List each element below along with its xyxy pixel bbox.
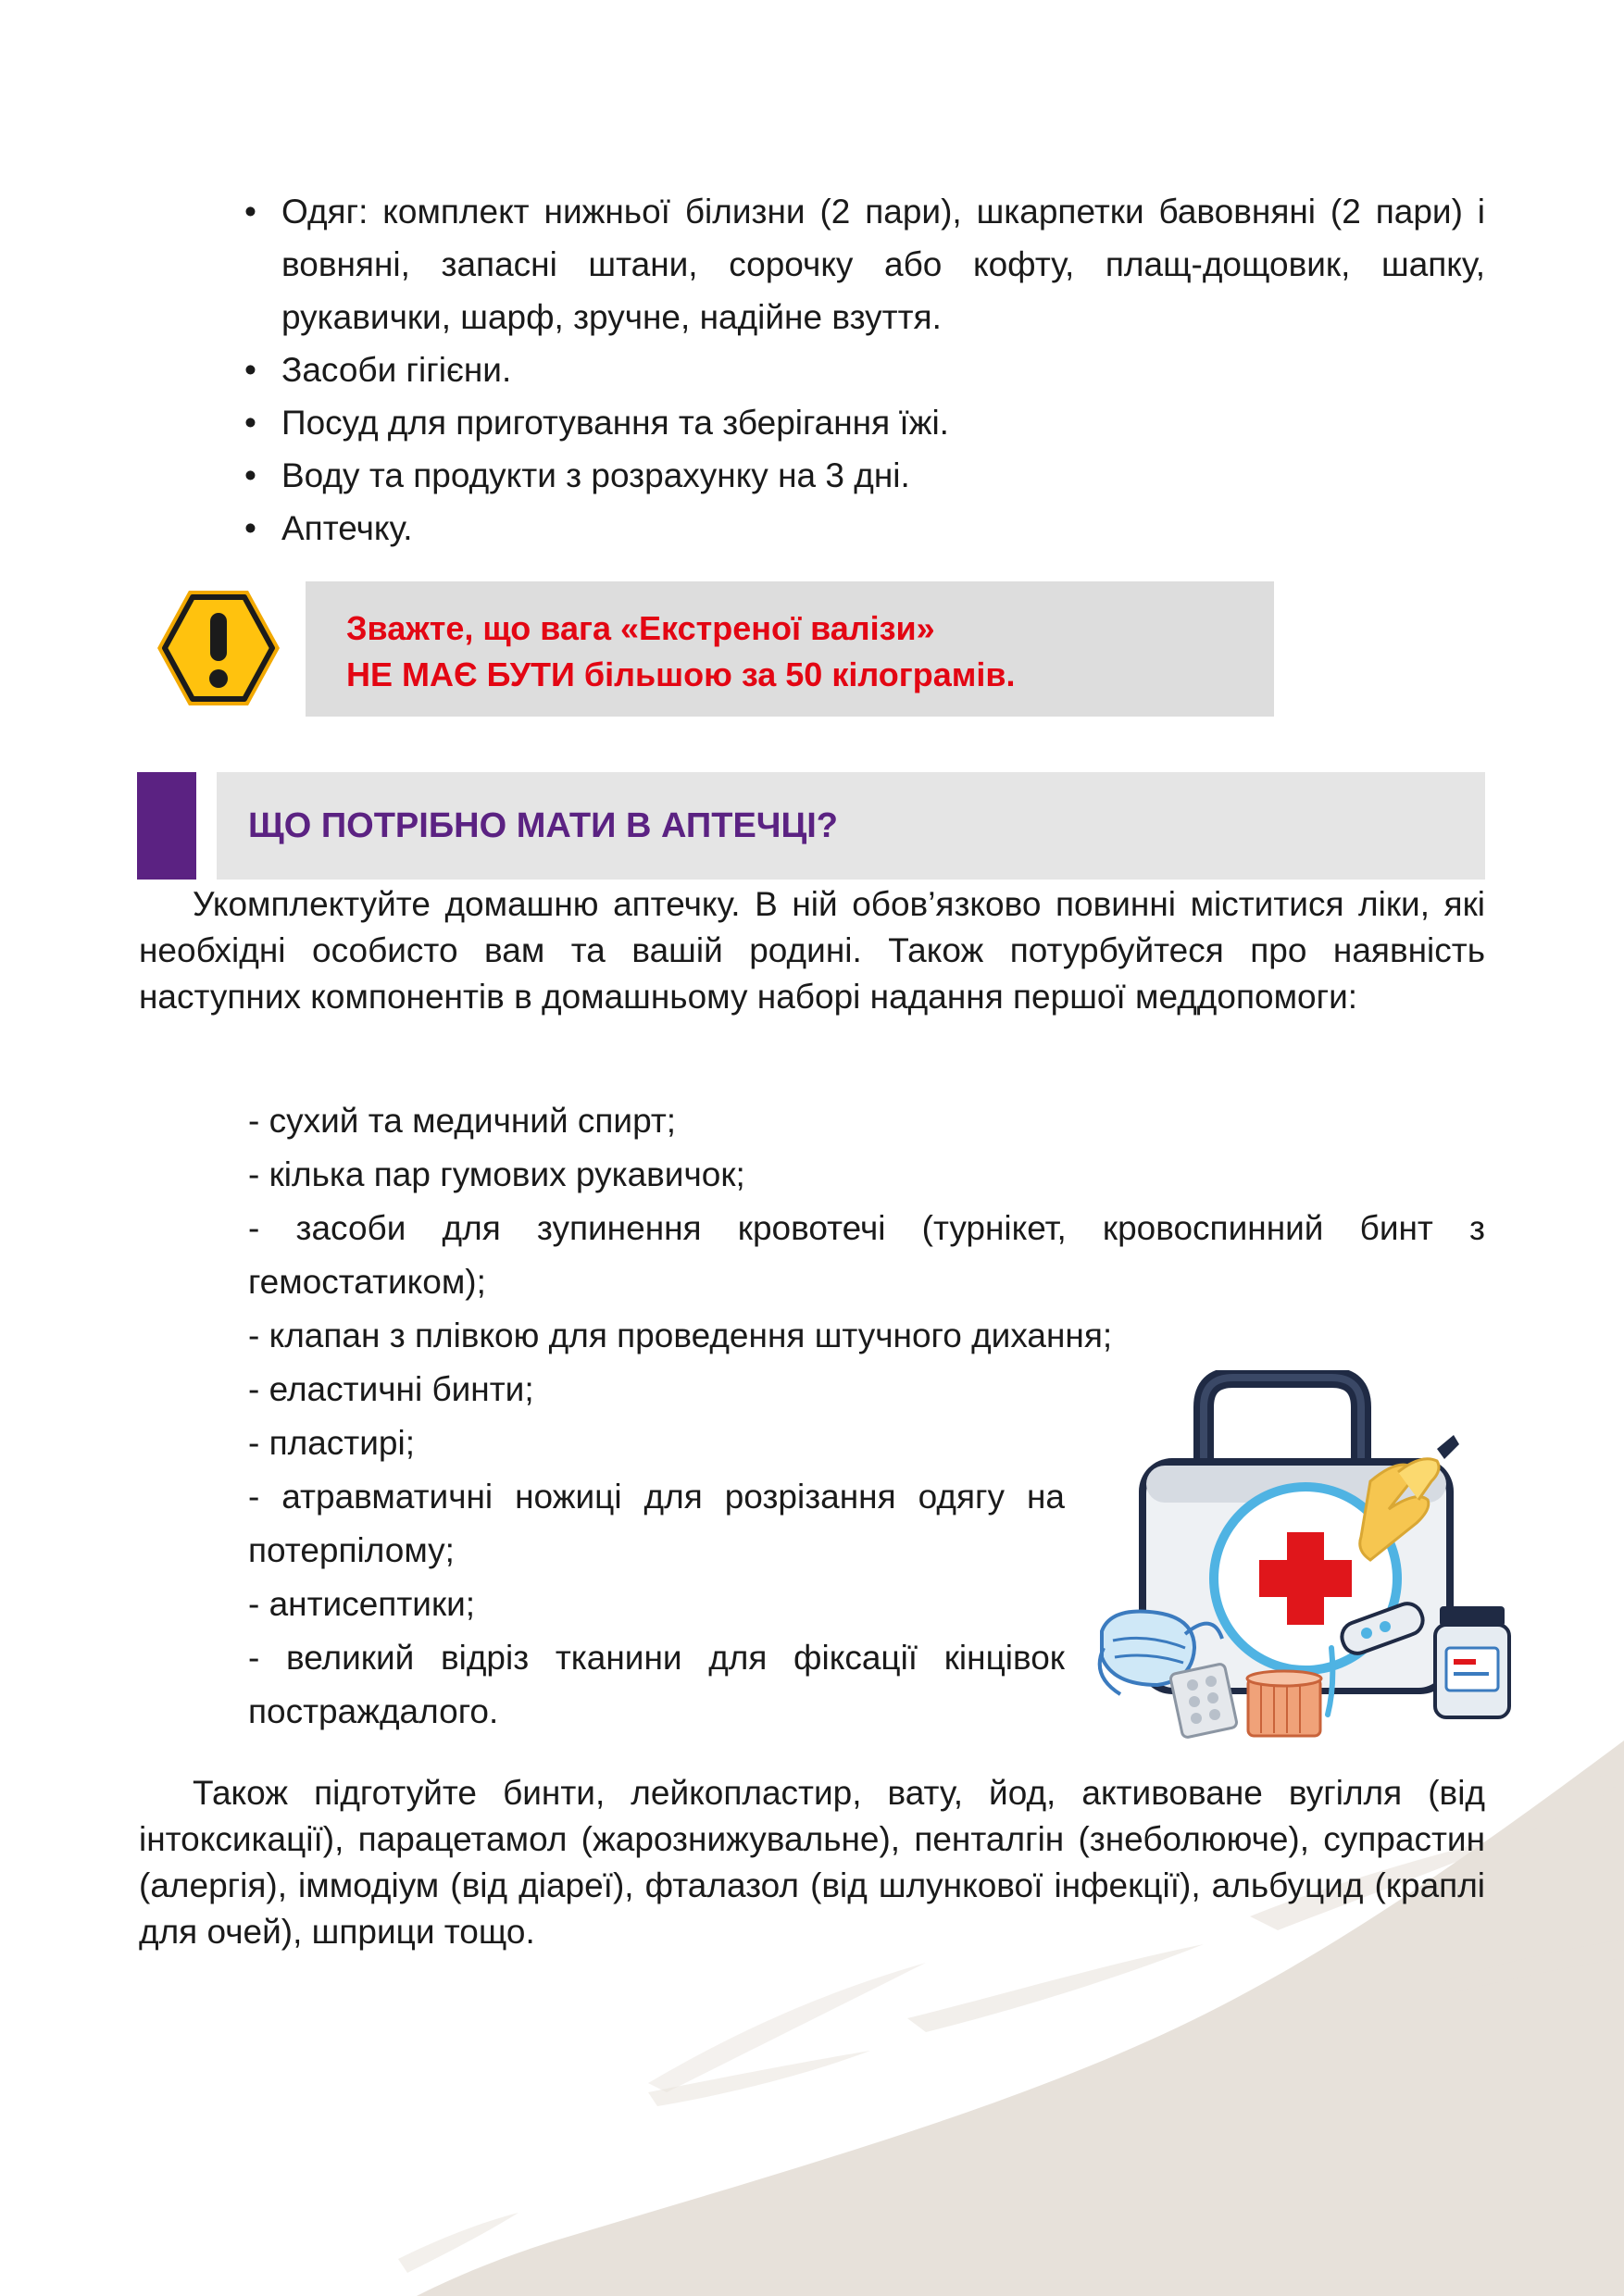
list-item: - великий відріз тканини для фіксації кінцівок постраждалого. <box>248 1639 1065 1730</box>
bullet: • <box>244 193 256 231</box>
list-item <box>243 502 1485 555</box>
section-title: ЩО ПОТРІБНО МАТИ В АПТЕЧЦІ? <box>248 805 839 845</box>
section-header <box>217 772 1485 880</box>
bullet: • <box>244 509 256 547</box>
item-text: Воду та продукти з розрахунку на 3 дні. <box>281 456 910 494</box>
list-item: - еластичні бинти; <box>248 1370 534 1408</box>
item-text: Одяг: комплект нижньої білизни (2 пари), шкарпетки бавовняні (2 пари) і вовняні, запасні штани, сорочку або кофту, плащ-дощовик, шапку, рукавички, шарф, зручне, надійне взуття. <box>281 193 1485 336</box>
item-text: Засоби гігієни. <box>281 351 512 389</box>
list-item: - засоби для зупинення кровотечі (турнікет, кровоспинний бинт з гемостатиком); <box>248 1209 1485 1301</box>
warning-line-1: Зважте, що вага «Екстреної валізи» <box>346 609 935 647</box>
list-item: - клапан з плівкою для проведення штучного дихання; <box>248 1316 1113 1354</box>
section-accent-bar <box>137 772 196 880</box>
list-item: - кілька пар гумових рукавичок; <box>248 1155 745 1193</box>
list-item: - пластирі; <box>248 1424 415 1462</box>
list-item: - антисептики; <box>248 1585 476 1623</box>
packing-bullet-list <box>243 185 1485 555</box>
warning-line-2: НЕ МАЄ БУТИ більшою за 50 кілограмів. <box>346 655 1016 693</box>
list-item <box>243 343 1485 396</box>
warning-exclamation-icon <box>156 589 281 707</box>
item-text: Посуд для приготування та зберігання їжі. <box>281 404 949 442</box>
intro-paragraph: Укомплектуйте домашню аптечку. В ній обов’язково повинні міститися ліки, які необхідні особисто вам та вашій родині. Також потурбуйтеся про наявність наступних компонентів в домашньому наборі надання першої меддопомоги: <box>139 885 1485 1016</box>
closing-paragraph: Також підготуйте бинти, лейкопластир, вату, йод, активоване вугілля (від інтоксикації), парацетамол (жарознижувальне), пенталгін (знеболююче), супрастин (алергія), іммодіум (від діареї), фталазол (від шлункової інфекції), альбуцид (краплі для очей), шприци тощо. <box>139 1774 1485 1951</box>
list-item <box>243 396 1485 449</box>
first-aid-kit-icon <box>1093 1370 1518 1741</box>
warning-callout <box>306 581 1274 717</box>
list-item <box>243 185 1485 343</box>
bullet: • <box>244 404 256 442</box>
item-text: Аптечку. <box>281 509 413 547</box>
list-item: - сухий та медичний спирт; <box>248 1102 677 1140</box>
bullet: • <box>244 456 256 494</box>
list-item: - атравматичні ножиці для розрізання одягу на потерпілому; <box>248 1478 1065 1569</box>
bullet: • <box>244 351 256 389</box>
list-item <box>243 449 1485 502</box>
